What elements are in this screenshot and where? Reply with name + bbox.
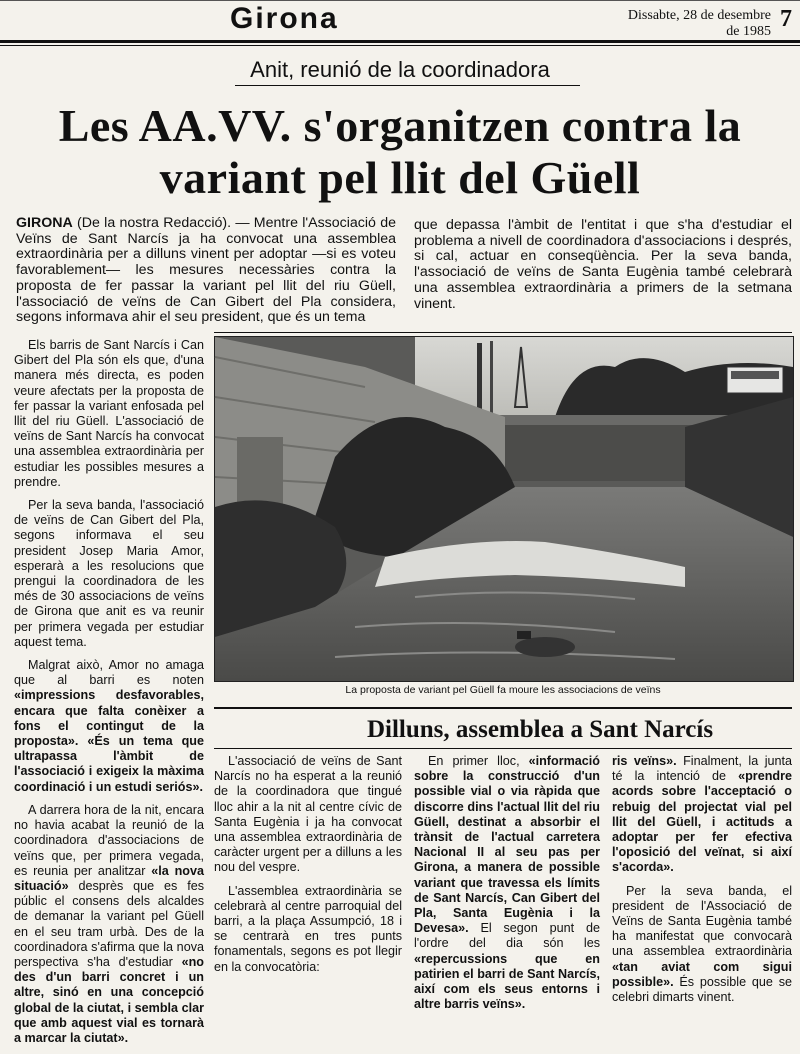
col4-p2-text-b: És possible que se celebri dimarts vinent. (612, 974, 792, 1005)
col2-paragraph-2: L'assemblea extraordinària se celebrarà al centre parroquial del barri, a la plaça Assumpció, 18 i se centrarà en tres punts fonamentals, segons es pot llegir en la convocatòria: (214, 883, 402, 974)
lead-left-text: (De la nostra Redacció). — Mentre l'Associació de Veïns de Sant Narcís ja ha convocat una assemblea extraordinària per a dilluns vinent per adoptar —si es voteu favorablement— les mesures necessàries contra la proposta de fer passar la variant pel llit del riu Güell, l'associació de veïns de Can Gibert del Pla considera, segons informava ahir el seu president, que és un tema (16, 215, 396, 326)
subhead-bottom-rule (214, 748, 792, 749)
col1-p4-text-b: desprès que es fes públic el consens dels alcaldes de demanar la variant pel Güell en el seu tram urbà. Des de la coordinadora s'afirma que la nova perspectiva s'ha d'estudiar (14, 878, 204, 969)
body-column-2 (214, 754, 402, 975)
col3-p1-quote-b: «repercussions que en patirien el barri de Sant Narcís, així com els seus entorns i altre barris veïns». (414, 951, 600, 1012)
lead-right-column (414, 218, 792, 312)
col1-p4-quote-b: «no des d'un barri concret i un altre, sinó en una concepció global de la ciutat, i sembla clar que amb aquest vial es tornarà a marcar la ciutat». (14, 954, 204, 1045)
col2-paragraph-1: L'associació de veïns de Sant Narcís no ha esperat a la reunió de la coordinadora que tingué lloc ahir a la nit al centre cívic de Santa Eugènia i ja ha convocat una assemblea extraordinària de caràcter urgent per a dilluns a les nou del vespre. (214, 754, 402, 875)
body-column-4 (612, 754, 793, 1005)
kicker-underline (235, 85, 580, 86)
body-column-1 (14, 338, 204, 1054)
article-kicker: Anit, reunió de la coordinadora (250, 57, 550, 82)
col3-p1-text-a: En primer lloc, (428, 754, 529, 768)
river-photo (214, 336, 794, 682)
lead-bottom-rule (214, 332, 792, 333)
col1-paragraph-4 (14, 803, 204, 1046)
col4-p1-quote-b: «prendre acords sobre l'acceptació o rebuig del projectat vial pel llit del Güell, i actituds a adoptar per fer efectiva l'oposició del veïnat, si així s'acorda». (612, 769, 792, 875)
col4-p1-quote-a: ris veïns». (612, 754, 684, 768)
col1-paragraph-3 (14, 658, 204, 795)
issue-date-line1: Dissabte, 28 de desembre (627, 8, 771, 23)
col4-p2-quote: «tan aviat com sigui possible». (612, 959, 792, 989)
headline-line-1: Les AA.VV. s'organitzen contra la (58, 100, 742, 151)
top-rule (0, 0, 800, 1)
page-number: 7 (780, 6, 792, 32)
subhead: Dilluns, assemblea a Sant Narcís (366, 716, 714, 743)
subhead-top-rule (214, 707, 792, 709)
col4-p1-text: Finalment, la junta té la intenció de (612, 754, 793, 784)
col3-p1-text-b: El segon punt de l'ordre del dia són les (414, 921, 600, 951)
col4-paragraph-2 (612, 884, 792, 1006)
col1-p3-quote: «impressions desfavorables, encara que falta conèixer a fons el contingut de la proposta». «És un tema que ultrapassa l'àmbit de l'associació i exigeix la màxima coordinació i un estudi seriós». (14, 688, 204, 794)
issue-date (596, 8, 771, 40)
masthead-rule-thick (0, 40, 800, 43)
masthead-rule-thin (0, 45, 800, 46)
lead-right-text: que depassa l'àmbit de l'entitat i que s'ha d'estudiar el problema a nivell de coordinadora d'associacions i després, si cal, actuar en conseqüència. Per la seva banda, l'associació de veïns de Santa Eugènia també celebrarà una assemblea extraordinària a primers de la setmana vinent. (414, 217, 792, 312)
col3-paragraph-1 (414, 754, 600, 1012)
body-column-3 (414, 754, 600, 1012)
col1-p3-text: Malgrat això, Amor no amaga que al barri es noten (14, 658, 204, 688)
article-headline (0, 100, 800, 204)
photo-caption: La proposta de variant pel Güell fa moure les associacions de veïns (345, 684, 661, 696)
lead-left-column (16, 216, 396, 326)
col4-p2-text-a: Per la seva banda, el president de l'Associació de Veïns de Santa Eugènia també ha manifestat que convocarà una assemblea extraordinària (612, 883, 792, 959)
section-name: Girona (230, 2, 339, 35)
river-photo-image (215, 337, 793, 681)
col1-p4-quote-a: «la nova situació» (14, 863, 204, 893)
col1-p4-text-a: A darrera hora de la nit, encara no havia acabat la reunió de la coordinadora d'associacions de veïns que, per primera vegada, es reunia per analitzar (14, 802, 204, 878)
lead-dateline: GIRONA (16, 215, 73, 231)
issue-date-line2: de 1985 (726, 24, 771, 39)
col1-paragraph-1: Els barris de Sant Narcís i Can Gibert del Pla són els que, d'una manera més directa, es poden veure afectats per la proposta de fer passar la variant enfosada pel llit del riu Güell. L'associació de veïns de Sant Narcís ha convocat una assemblea extraordinària per estudiar les possibles mesures a prendre. (14, 338, 204, 489)
col1-paragraph-2: Per la seva banda, l'associació de veïns de Can Gibert del Pla, segons informava el seu president Josep Maria Amor, esperarà a les resolucions que prengui la coordinadora de les més de 30 associacions de veïns de Girona que anit es va reunir per primera vegada per estudiar aquest tema. (14, 498, 204, 649)
headline-line-2: variant pel llit del Güell (159, 152, 641, 203)
col4-paragraph-1 (612, 754, 792, 876)
col3-p1-quote-a: «informació sobre la construcció d'un possible vial o via ràpida que discorre dins l'actual llit del riu Güell, destinat a absorbir el trànsit de l'actual carretera Nacional II al seu pas per Girona, a manera de possible variant que travessa els límits de Sant Narcís, Can Gibert del Pla, Santa Eugènia i la Devesa». (414, 754, 600, 936)
